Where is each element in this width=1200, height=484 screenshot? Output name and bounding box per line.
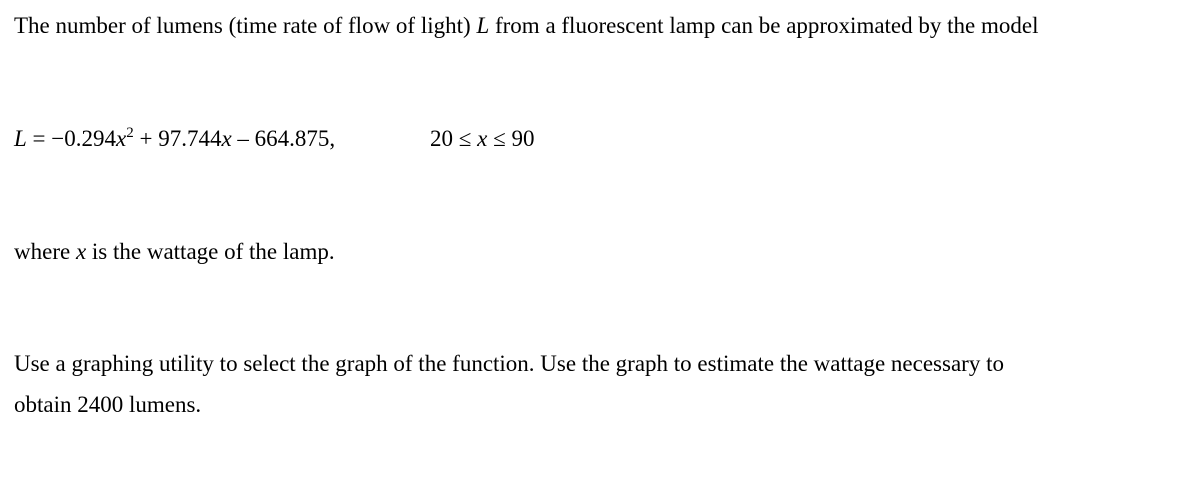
domain-lower: 20 ≤ bbox=[430, 126, 478, 151]
formula-exponent: 2 bbox=[126, 125, 134, 141]
formula-x-1: x bbox=[116, 126, 127, 151]
variable-definition bbox=[14, 240, 335, 263]
intro-text bbox=[14, 14, 1038, 37]
wattage-variable: x bbox=[75, 239, 87, 264]
formula-lhs: L bbox=[14, 126, 27, 151]
formula-coef-2: + 97.744 bbox=[133, 126, 222, 151]
lumens-formula bbox=[14, 125, 535, 151]
formula-x-2: x bbox=[221, 126, 232, 151]
task-text-line-1: Use a graphing utility to select the graph of the function. Use the graph to estimate the wattage necessary to bbox=[14, 351, 1004, 376]
formula-constant: – 664.875, bbox=[231, 126, 336, 151]
where-text-start: where bbox=[14, 239, 76, 264]
where-text-end: is the wattage of the lamp. bbox=[86, 239, 335, 264]
domain-variable: x bbox=[477, 126, 488, 151]
formula-domain bbox=[430, 127, 534, 150]
task-text-line-2: obtain 2400 lumens. bbox=[14, 392, 202, 417]
lumens-variable: L bbox=[476, 13, 490, 38]
intro-text-end: from a fluorescent lamp can be approximated by the model bbox=[489, 13, 1039, 38]
domain-upper: ≤ 90 bbox=[487, 126, 535, 151]
intro-text-start: The number of lumens (time rate of flow of light) bbox=[14, 13, 477, 38]
formula-coef-1: = −0.294 bbox=[26, 126, 116, 151]
